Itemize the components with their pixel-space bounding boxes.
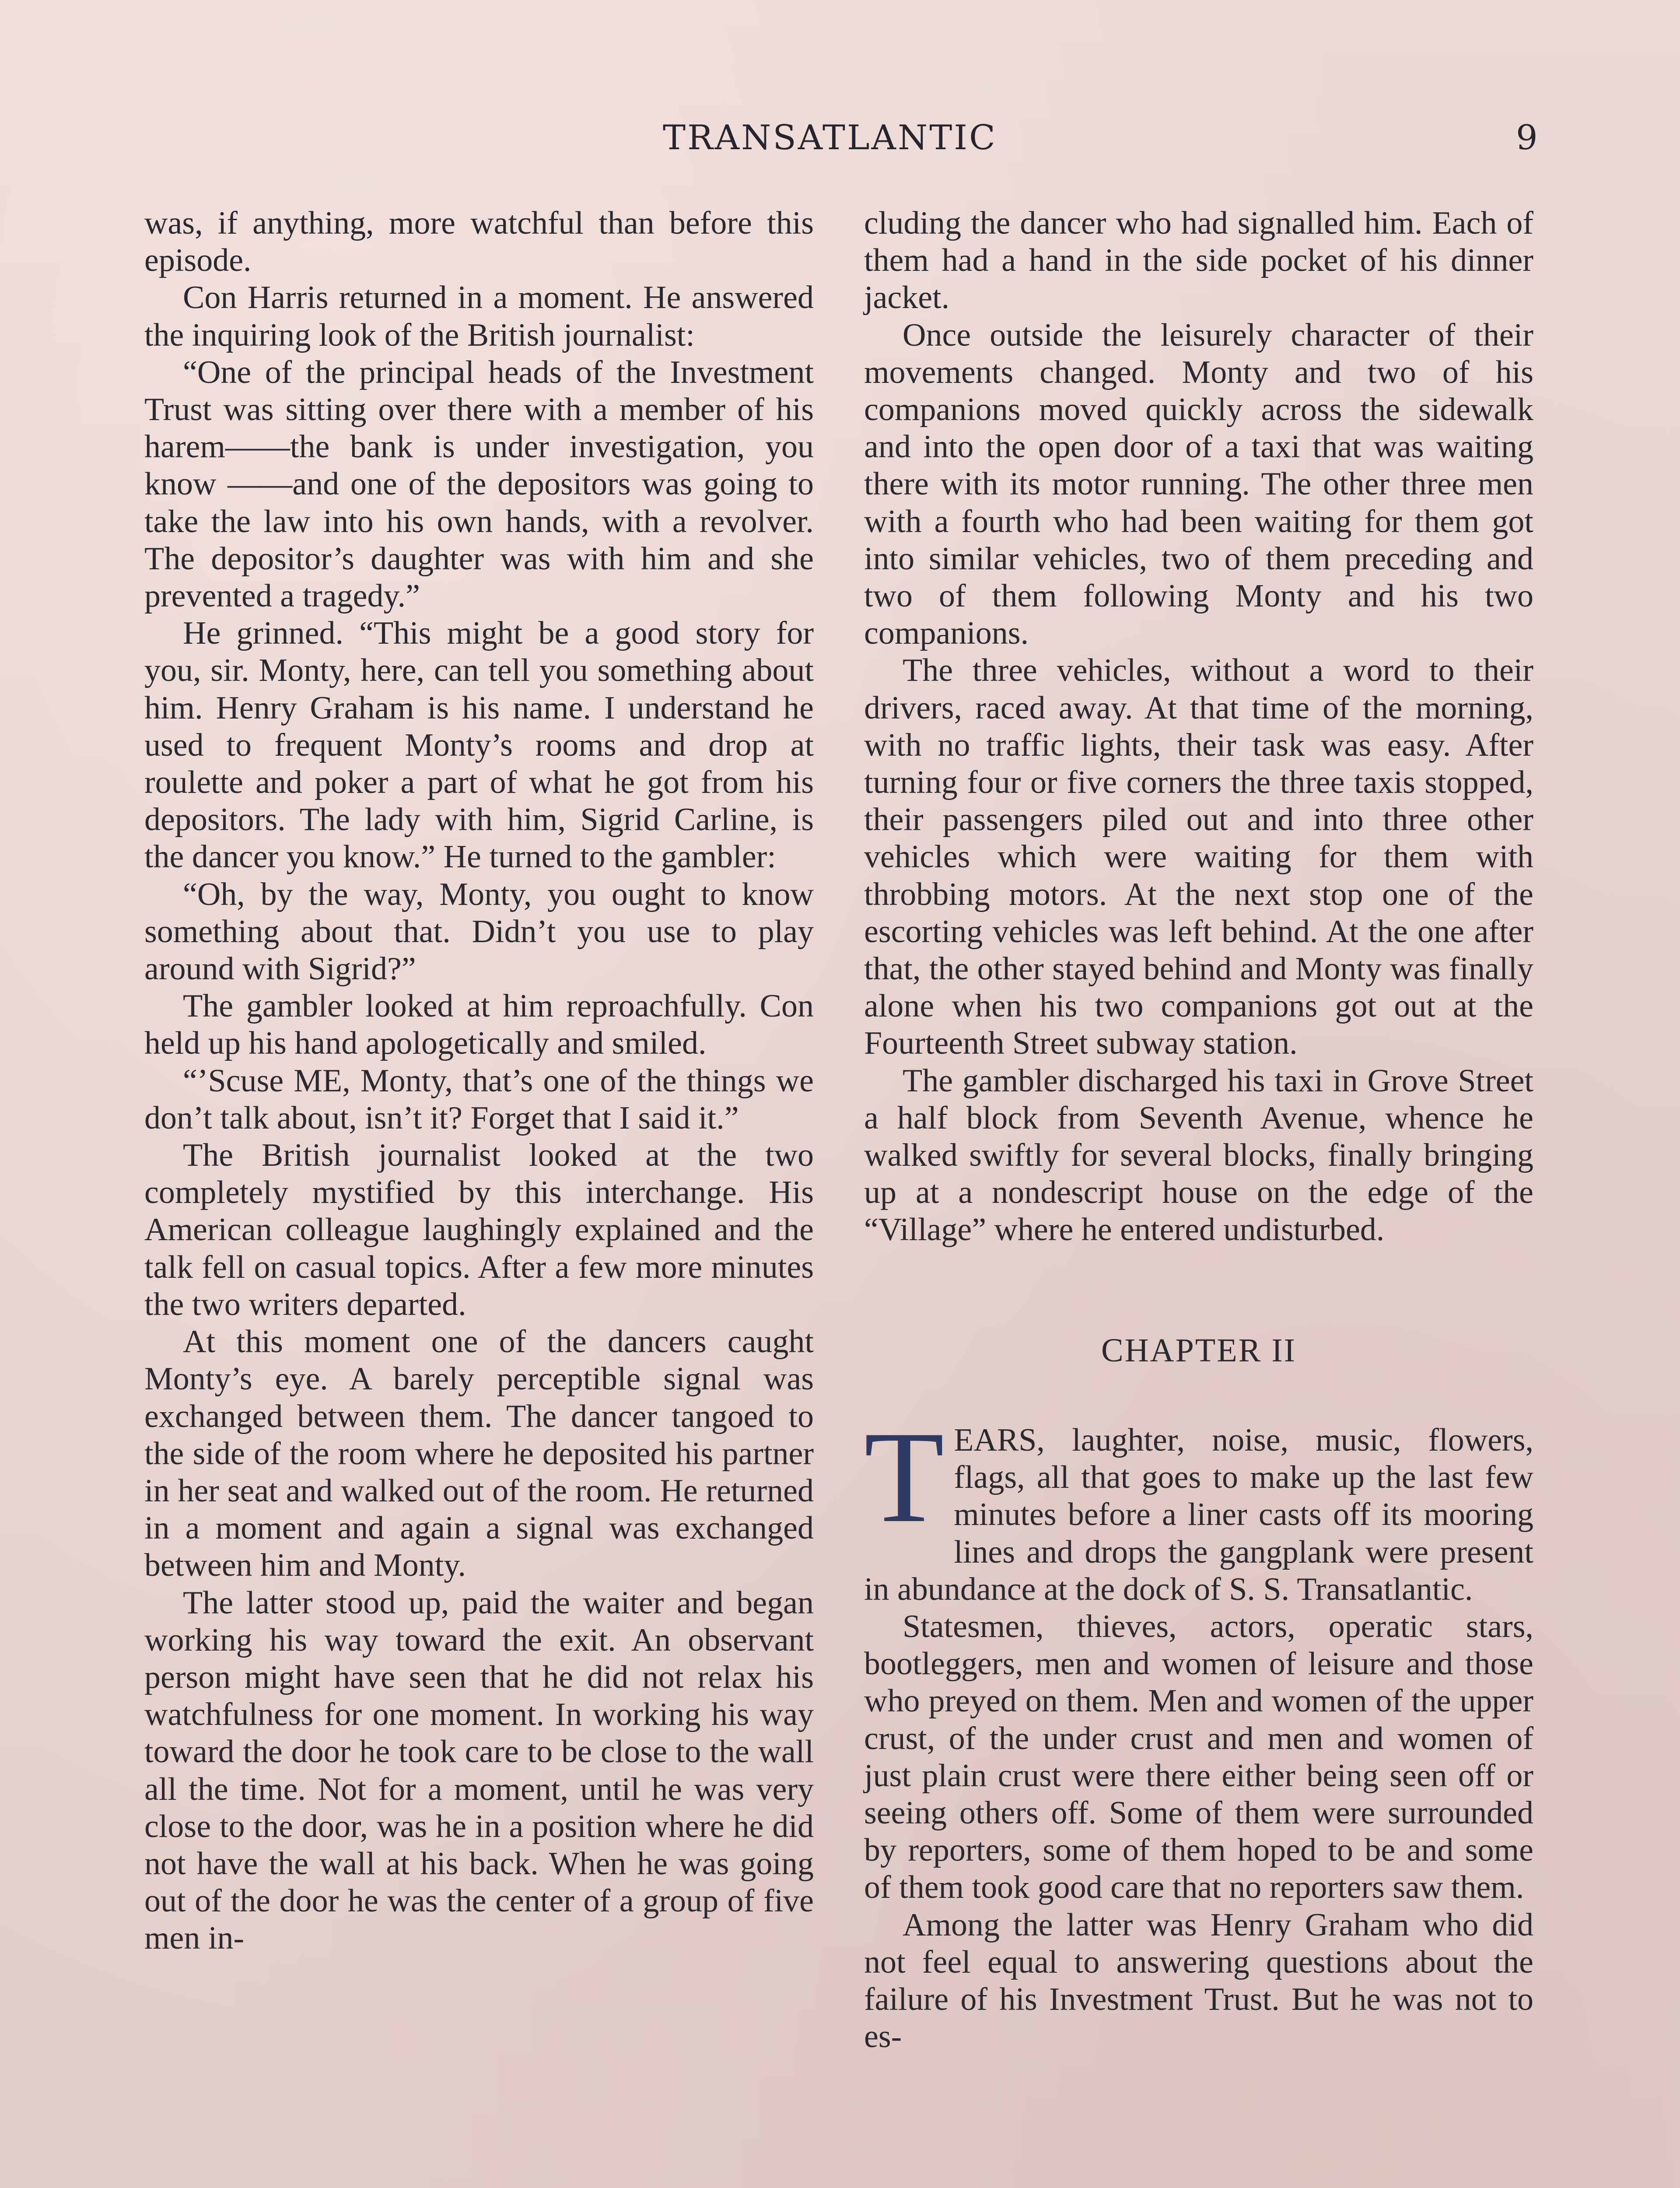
paragraph: “Oh, by the way, Monty, you ought to know something about that. Didn’t you use to play around with Sigrid?” <box>144 876 814 987</box>
paragraph: was, if anything, more watchful than before this episode. <box>144 205 814 279</box>
paragraph: cluding the dancer who had signalled him. Each of them had a hand in the side pocket of his dinner jacket. <box>864 205 1533 316</box>
paragraph: Among the latter was Henry Graham who did not feel equal to answering questions about the failure of his Investment Trust. But he was not to es- <box>864 1907 1533 2055</box>
chapter-opening-text: EARS, laughter, noise, music, flowers, flags, all that goes to make up the last few minutes before a liner casts off its mooring lines and drops the gangplank were present in abundance at the dock of S. S. Transatlantic. <box>864 1422 1533 1607</box>
page-number: 9 <box>1516 118 1538 158</box>
running-head: TRANSATLANTIC <box>663 118 997 158</box>
chapter-heading: CHAPTER II <box>1101 1332 1296 1369</box>
paragraph: Once outside the leisurely character of their movements changed. Monty and two of his companions moved quickly across the sidewalk and into the open door of a taxi that was waiting there with its motor running. The other three men with a fourth who had been waiting for them got into similar vehicles, two of them preceding and two of them following Monty and his two companions. <box>864 317 1533 652</box>
paragraph: He grinned. “This might be a good story for you, sir. Monty, here, can tell you something about him. Henry Graham is his name. I understand he used to frequent Monty’s rooms and drop at roulette and poker a part of what he got from his depositors. The lady with him, Sigrid Carline, is the dancer you know.” He turned to the gambler: <box>144 615 814 875</box>
left-column <box>144 205 814 1957</box>
right-column <box>864 205 1533 2055</box>
chapter-opening-paragraph <box>864 1404 1533 1608</box>
paragraph: Con Harris returned in a moment. He answered the inquiring look of the British journalist: <box>144 280 814 353</box>
paragraph: The gambler discharged his taxi in Grove Street a half block from Seventh Avenue, whence he walked swiftly for several blocks, finally bringing up at a nondescript house on the edge of the “Village” where he entered undisturbed. <box>864 1062 1533 1248</box>
paragraph: “’Scuse ME, Monty, that’s one of the things we don’t talk about, isn’t it? Forget that I said it.” <box>144 1062 814 1136</box>
paragraph: “One of the principal heads of the Investment Trust was sitting over there with a member of his harem——the bank is under investigation, you know ——and one of the depositors was going to take the law into his own hands, with a revolver. The depositor’s daughter was with him and she prevented a tragedy.” <box>144 354 814 614</box>
paragraph: The three vehicles, without a word to their drivers, raced away. At that time of the morning, with no traffic lights, their task was easy. After turning four or five corners the three taxis stopped, their passengers piled out and into three other vehicles which were waiting for them with throbbing motors. At the next stop one of the escorting vehicles was left behind. At the one after that, the other stayed behind and Monty was finally alone when his two companions got out at the Fourteenth Street subway station. <box>864 652 1533 1062</box>
drop-cap: T <box>864 1404 945 1550</box>
paragraph: At this moment one of the dancers caught Monty’s eye. A barely perceptible signal was exchanged between them. The dancer tangoed to the side of the room where he deposited his partner in her seat and walked out of the room. He returned in a moment and again a signal was exchanged between him and Monty. <box>144 1324 814 1584</box>
paragraph: The latter stood up, paid the waiter and began working his way toward the exit. An observant person might have seen that he did not relax his watchfulness for one moment. In working his way toward the door he took care to be close to the wall all the time. Not for a moment, until he was very close to the door, was he in a position where he did not have the wall at his back. When he was going out of the door he was the center of a group of five men in- <box>144 1585 814 1957</box>
paragraph: Statesmen, thieves, actors, operatic stars, bootleggers, men and women of leisure and those who preyed on them. Men and women of the upper crust, of the under crust and men and women of just plain crust were there either being seen off or seeing others off. Some of them were surrounded by reporters, some of them hoped to be and some of them took good care that no reporters saw them. <box>864 1608 1533 1906</box>
paragraph: The gambler looked at him reproachfully. Con held up his hand apologetically and smiled. <box>144 988 814 1062</box>
paragraph: The British journalist looked at the two completely mystified by this interchange. His American colleague laughingly explained and the talk fell on casual topics. After a few more minutes the two writers departed. <box>144 1137 814 1322</box>
